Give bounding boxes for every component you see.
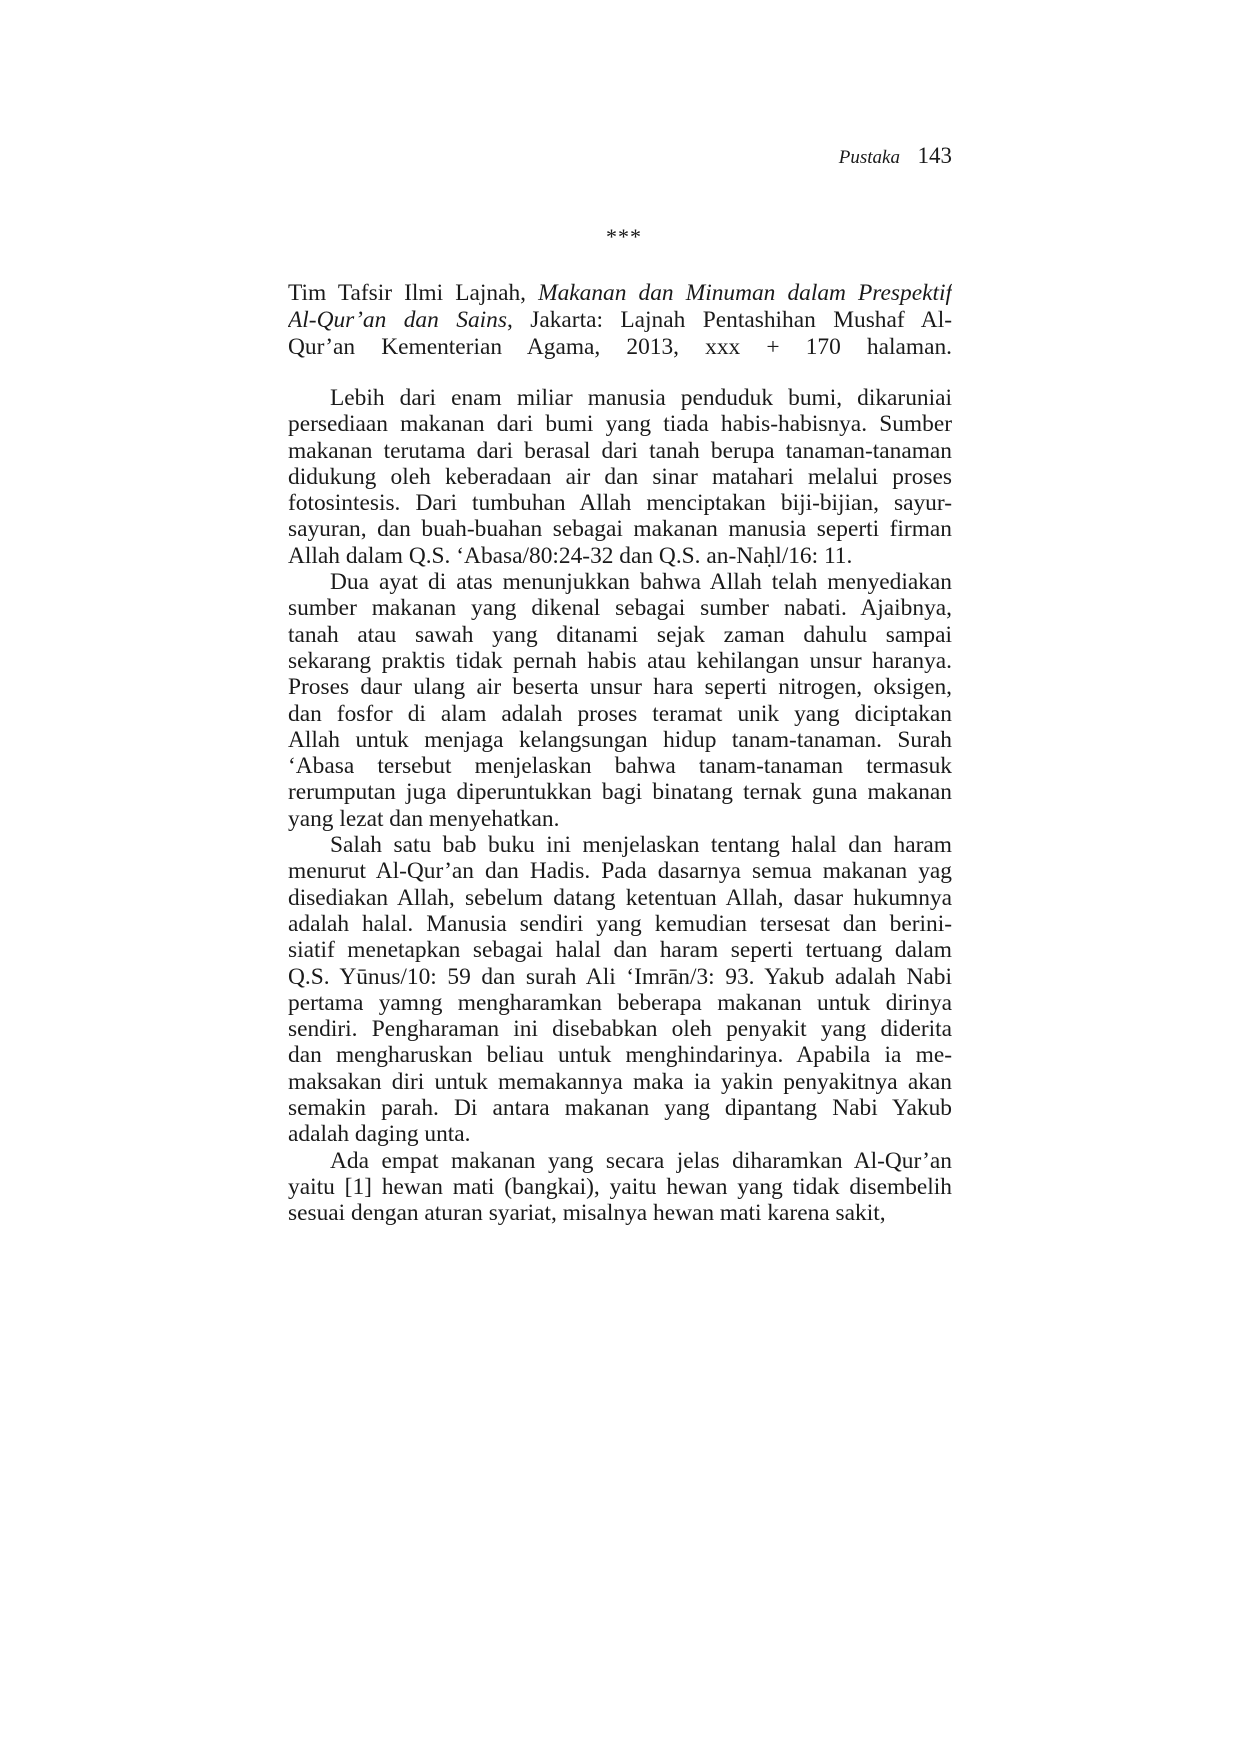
paragraph-line: rerumputan juga diperuntukkan bagi binatang ternak guna makanan (288, 779, 952, 806)
paragraph-line: ‘Abasa tersebut menjelaskan bahwa tanam-tanaman termasuk (288, 753, 952, 780)
paragraph-line: sekarang praktis tidak pernah habis atau kehilangan unsur haranya. (288, 647, 952, 674)
citation-line-3: Qur’an Kementerian Agama, 2013, xxx + 170 halaman. (288, 334, 952, 360)
paragraph-line: Lebih dari enam miliar manusia penduduk bumi, dikaruniai (330, 385, 952, 411)
review-body (288, 385, 952, 1227)
paragraph-line: fotosintesis. Dari tumbuhan Allah menciptakan biji-bijian, sayur- (288, 490, 952, 517)
paragraph-line: menurut Al-Qur’an dan Hadis. Pada dasarnya semua makanan yag (288, 858, 952, 885)
paragraph-line: yang lezat dan menyehatkan. (288, 805, 560, 832)
paragraph-line: yaitu [1] hewan mati (bangkai), yaitu hewan yang tidak disembelih (288, 1173, 952, 1200)
paragraph-line: siatif menetapkan sebagai halal dan haram seperti tertuang dalam (288, 937, 952, 964)
body-paragraph (288, 832, 952, 1148)
running-header-section: Pustaka (838, 147, 900, 168)
citation-title-part-2: Al-Qur’an dan Sains (288, 307, 507, 333)
citation-line-2 (288, 307, 952, 334)
body-paragraph (288, 569, 952, 832)
paragraph-line: Allah untuk menjaga kelangsungan hidup tanam-tanaman. Surah (288, 726, 952, 753)
paragraph-line: disediakan Allah, sebelum datang ketentuan Allah, dasar hukumnya (288, 884, 952, 911)
paragraph-line: Ada empat makanan yang secara jelas diharamkan Al-Qur’an (330, 1147, 952, 1174)
paragraph-line: tanah atau sawah yang ditanami sejak zaman dahulu sampai (288, 621, 952, 648)
paragraph-line: semakin parah. Di antara makanan yang dipantang Nabi Yakub (288, 1095, 952, 1122)
paragraph-line: Q.S. Yūnus/10: 59 dan surah Ali ‘Imrān/3: 93. Yakub adalah Nabi (288, 963, 952, 990)
paragraph-line: sesuai dengan aturan syariat, misalnya hewan mati karena sakit, (288, 1200, 886, 1227)
paragraph-line: sumber makanan yang dikenal sebagai sumber nabati. Ajaibnya, (288, 595, 952, 622)
paragraph-line: Salah satu bab buku ini menjelaskan tentang halal dan haram (330, 832, 952, 859)
paragraph-line: dan fosfor di alam adalah proses teramat unik yang diciptakan (288, 700, 952, 727)
paragraph-line: adalah daging unta. (288, 1121, 471, 1148)
citation-line-1 (288, 280, 952, 307)
paragraph-line: makanan terutama dari berasal dari tanah berupa tanaman-tanaman (288, 437, 952, 464)
paragraph-line: Dua ayat di atas menunjukkan bahwa Allah telah menyediakan (330, 569, 952, 596)
paragraph-line: adalah halal. Manusia sendiri yang kemudian tersesat dan berini- (288, 910, 952, 937)
paragraph-line: Proses daur ulang air beserta unsur hara seperti nitrogen, oksigen, (288, 674, 952, 701)
paragraph-line: persediaan makanan dari bumi yang tiada habis-habisnya. Sumber (288, 411, 952, 438)
paragraph-line: pertama yamng mengharamkan beberapa makanan untuk dirinya (288, 989, 952, 1016)
citation-publisher: , Jakarta: Lajnah Pentashihan Mushaf Al- (506, 307, 952, 333)
paragraph-line: sayuran, dan buah-buahan sebagai makanan manusia seperti firman (288, 516, 952, 543)
section-separator: *** (606, 224, 642, 249)
page-number: 143 (917, 143, 952, 168)
paragraph-line: Allah dalam Q.S. ‘Abasa/80:24-32 dan Q.S. an-Naḥl/16: 11. (288, 542, 853, 569)
body-paragraph (288, 1148, 952, 1227)
paragraph-line: dan mengharuskan beliau untuk menghindarinya. Apabila ia me- (288, 1042, 952, 1069)
paragraph-line: didukung oleh keberadaan air dan sinar matahari melalui proses (288, 463, 952, 490)
running-header (839, 142, 952, 172)
body-paragraph (288, 385, 952, 569)
book-citation (288, 280, 952, 361)
citation-title-part-1: Makanan dan Minuman dalam Prespektif (538, 280, 952, 306)
citation-author: Tim Tafsir Ilmi Lajnah, (288, 280, 539, 306)
paragraph-line: maksakan diri untuk memakannya maka ia yakin penyakitnya akan (288, 1068, 952, 1095)
paragraph-line: sendiri. Pengharaman ini disebabkan oleh penyakit yang diderita (288, 1016, 952, 1043)
